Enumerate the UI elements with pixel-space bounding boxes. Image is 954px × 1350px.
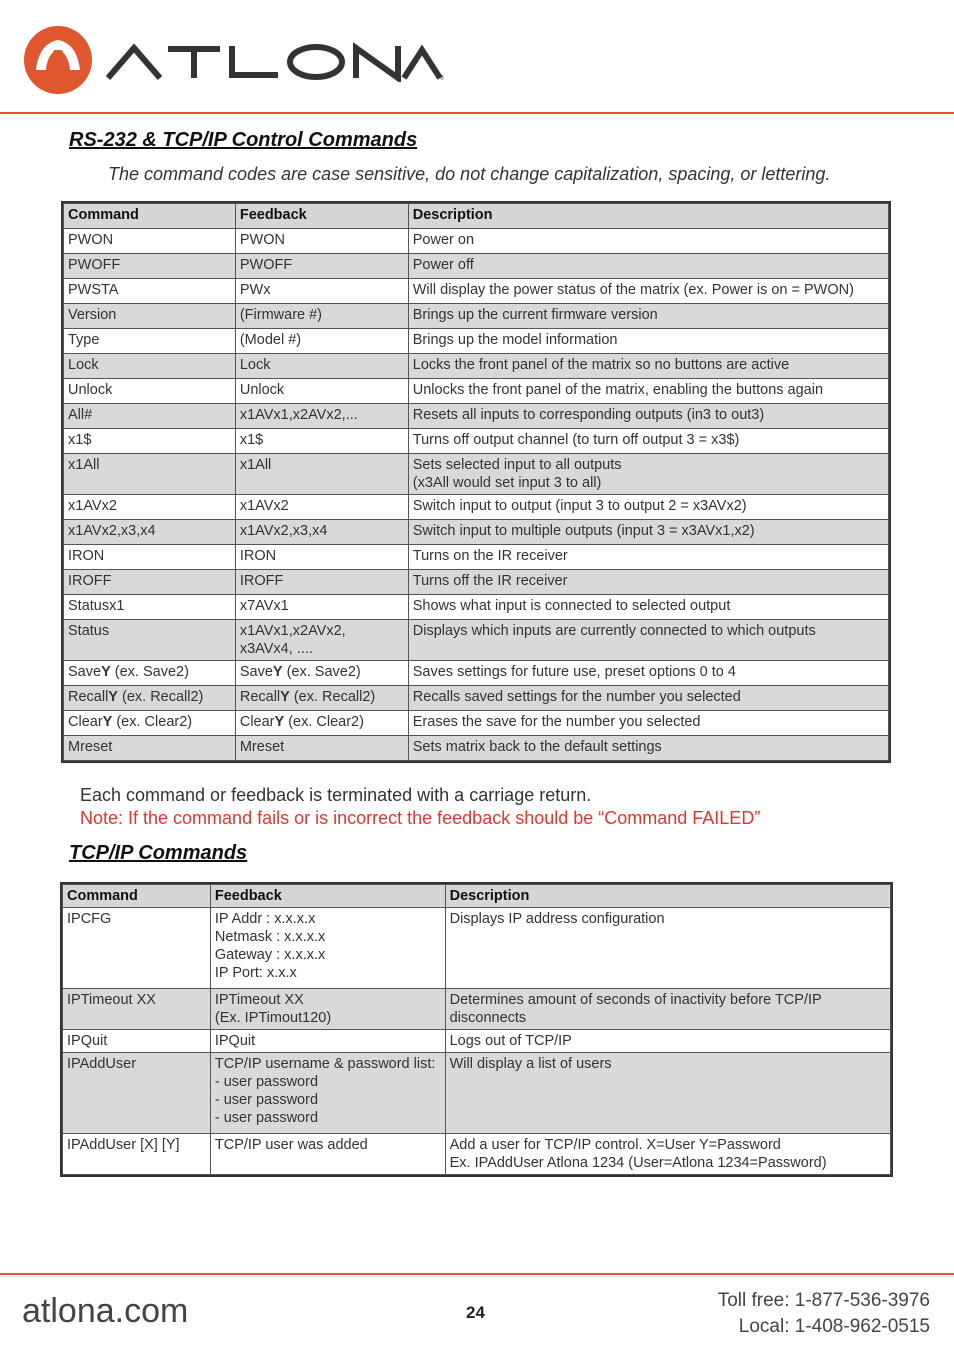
description-line: Determines amount of seconds of inactivity before TCP/IP	[449, 992, 822, 1008]
table-row	[64, 570, 889, 595]
table-row	[64, 595, 889, 620]
feedback-cell: Mreset	[235, 736, 408, 761]
column-header-feedback: Feedback	[235, 204, 408, 229]
table-row	[64, 454, 889, 495]
column-header-feedback: Feedback	[210, 885, 445, 908]
description-cell: Resets all inputs to corresponding outputs (in3 to out3)	[408, 404, 888, 429]
command-variable: Y	[102, 714, 113, 730]
table-header-row	[64, 204, 889, 229]
website-link[interactable]: atlona.com	[22, 1292, 189, 1330]
command-cell: Unlock	[64, 379, 236, 404]
command-failed-note: Note: If the command fails or is incorrect the feedback should be “Command FAILED”	[80, 808, 761, 828]
feedback-cell: PWx	[235, 279, 408, 304]
command-cell: IRON	[64, 545, 236, 570]
column-header-description: Description	[408, 204, 888, 229]
command-cell: IPAddUser [X] [Y]	[63, 1134, 211, 1175]
description-cell: Turns on the IR receiver	[408, 545, 888, 570]
table-row	[64, 304, 889, 329]
description-cell	[408, 454, 888, 495]
feedback-line: Netmask : x.x.x.x	[214, 929, 326, 945]
feedback-cell	[210, 1134, 445, 1175]
table-row	[64, 495, 889, 520]
table-row	[64, 661, 889, 686]
feedback-line: IP Addr : x.x.x.x	[214, 911, 316, 927]
command-cell	[64, 686, 236, 711]
feedback-cell: x1AVx2,x3,x4	[235, 520, 408, 545]
description-cell: Power off	[408, 254, 888, 279]
command-example: (ex. Clear2)	[112, 714, 193, 730]
feedback-cell: PWON	[235, 229, 408, 254]
feedback-line: - user password	[214, 1074, 319, 1090]
command-text: Recall	[68, 689, 109, 705]
description-line: Add a user for TCP/IP control. X=User Y=Password	[449, 1137, 781, 1153]
table-row	[64, 736, 889, 761]
description-cell: Brings up the model information	[408, 329, 888, 354]
command-cell: Mreset	[64, 736, 236, 761]
table-row	[64, 279, 889, 304]
feedback-line: x3AVx4, ....	[239, 641, 313, 657]
table-row	[63, 1134, 891, 1175]
contact-info	[718, 1288, 930, 1340]
description-line: Will display a list of users	[449, 1056, 612, 1072]
feedback-line: IP Port: x.x.x	[214, 965, 297, 981]
table-row	[64, 686, 889, 711]
description-line: (x3All would set input 3 to all)	[412, 475, 602, 491]
feedback-example: (ex. Clear2)	[284, 714, 364, 730]
command-cell	[64, 711, 236, 736]
feedback-cell	[235, 711, 408, 736]
feedback-cell	[210, 908, 445, 989]
description-cell: Brings up the current firmware version	[408, 304, 888, 329]
feedback-cell	[210, 989, 445, 1030]
command-variable: Y	[101, 664, 111, 680]
svg-text:®: ®	[440, 76, 444, 82]
table-row	[63, 1030, 891, 1053]
feedback-cell	[210, 1053, 445, 1134]
command-cell: Type	[64, 329, 236, 354]
command-cell: IPTimeout XX	[63, 989, 211, 1030]
feedback-cell: x7AVx1	[235, 595, 408, 620]
feedback-line: Gateway : x.x.x.x	[214, 947, 326, 963]
table-row	[64, 620, 889, 661]
description-cell: Turns off the IR receiver	[408, 570, 888, 595]
command-example: (ex. Save2)	[110, 664, 189, 680]
tcpip-commands-table	[62, 884, 891, 1175]
description-cell: Sets matrix back to the default settings	[408, 736, 888, 761]
feedback-cell: IROFF	[235, 570, 408, 595]
feedback-variable: Y	[274, 714, 285, 730]
feedback-line: - user password	[214, 1110, 319, 1126]
description-cell: Turns off output channel (to turn off output 3 = x3$)	[408, 429, 888, 454]
feedback-cell: x1AVx1,x2AVx2,...	[235, 404, 408, 429]
feedback-example: (ex. Save2)	[282, 664, 361, 680]
feedback-text: Recall	[239, 689, 281, 705]
atlona-wordmark	[104, 42, 444, 82]
description-cell	[445, 1053, 890, 1134]
table-header-row	[63, 885, 891, 908]
feedback-cell: (Firmware #)	[235, 304, 408, 329]
feedback-line: (Ex. IPTimout120)	[214, 1010, 332, 1026]
description-cell: Will display the power status of the matrix (ex. Power is on = PWON)	[408, 279, 888, 304]
command-cell: Lock	[64, 354, 236, 379]
column-header-description: Description	[445, 885, 890, 908]
table-row	[63, 989, 891, 1030]
description-cell: Recalls saved settings for the number you selected	[408, 686, 888, 711]
description-cell	[445, 908, 890, 989]
description-line: Ex. IPAddUser Atlona 1234 (User=Atlona 1234=Password)	[449, 1155, 827, 1171]
command-cell: IPCFG	[63, 908, 211, 989]
table-row	[64, 711, 889, 736]
feedback-line: - user password	[214, 1092, 319, 1108]
description-cell: Switch input to output (input 3 to output 2 = x3AVx2)	[408, 495, 888, 520]
table-row	[64, 520, 889, 545]
description-cell: Saves settings for future use, preset options 0 to 4	[408, 661, 888, 686]
description-line: disconnects	[449, 1010, 527, 1026]
description-line: Sets selected input to all outputs	[412, 457, 622, 473]
description-cell: Locks the front panel of the matrix so no buttons are active	[408, 354, 888, 379]
table-row	[64, 254, 889, 279]
table-row	[64, 229, 889, 254]
feedback-cell	[235, 620, 408, 661]
description-line: Logs out of TCP/IP	[449, 1033, 572, 1049]
section-title-rs232: RS-232 & TCP/IP Control Commands	[69, 129, 418, 151]
command-cell: x1AVx2	[64, 495, 236, 520]
command-example: (ex. Recall2)	[117, 689, 204, 705]
feedback-cell	[235, 686, 408, 711]
feedback-example: (ex. Recall2)	[289, 689, 376, 705]
table-row	[64, 404, 889, 429]
carriage-return-note: Each command or feedback is terminated with a carriage return.	[80, 785, 592, 805]
section-title-tcpip: TCP/IP Commands	[69, 842, 248, 864]
header-divider	[0, 112, 954, 114]
command-cell: IPQuit	[63, 1030, 211, 1053]
column-header-command: Command	[64, 204, 236, 229]
command-cell: All#	[64, 404, 236, 429]
feedback-cell	[210, 1030, 445, 1053]
table-row	[63, 1053, 891, 1134]
table-row	[64, 545, 889, 570]
table-row	[64, 329, 889, 354]
table-row	[64, 354, 889, 379]
command-cell: x1$	[64, 429, 236, 454]
description-cell: Shows what input is connected to selected output	[408, 595, 888, 620]
feedback-line: IPQuit	[214, 1033, 256, 1049]
feedback-cell: PWOFF	[235, 254, 408, 279]
table-row	[64, 379, 889, 404]
command-text: Save	[68, 664, 102, 680]
command-cell: IPAddUser	[63, 1053, 211, 1134]
table-row	[63, 908, 891, 989]
description-line: Displays IP address configuration	[449, 911, 665, 927]
command-cell	[64, 661, 236, 686]
command-cell: x1All	[64, 454, 236, 495]
command-cell: PWSTA	[64, 279, 236, 304]
feedback-line: x1AVx1,x2AVx2,	[239, 623, 346, 639]
command-cell: IROFF	[64, 570, 236, 595]
feedback-line: IPTimeout XX	[214, 992, 304, 1008]
command-cell: Statusx1	[64, 595, 236, 620]
feedback-text: Clear	[239, 714, 275, 730]
feedback-text: Save	[239, 664, 273, 680]
feedback-cell: x1$	[235, 429, 408, 454]
command-cell: Status	[64, 620, 236, 661]
description-cell: Switch input to multiple outputs (input 3 = x3AVx1,x2)	[408, 520, 888, 545]
footer-divider	[0, 1273, 954, 1275]
feedback-cell: x1All	[235, 454, 408, 495]
description-cell	[445, 1030, 890, 1053]
description-cell: Erases the save for the number you selected	[408, 711, 888, 736]
case-sensitivity-note: The command codes are case sensitive, do not change capitalization, spacing, or lettering.	[108, 164, 831, 184]
feedback-cell: x1AVx2	[235, 495, 408, 520]
command-variable: Y	[108, 689, 118, 705]
description-cell: Displays which inputs are currently connected to which outputs	[408, 620, 888, 661]
feedback-line: TCP/IP user was added	[214, 1137, 368, 1153]
feedback-cell: (Model #)	[235, 329, 408, 354]
command-cell: Version	[64, 304, 236, 329]
feedback-cell: IRON	[235, 545, 408, 570]
rs232-commands-table	[63, 203, 889, 761]
command-cell: PWOFF	[64, 254, 236, 279]
feedback-cell: Unlock	[235, 379, 408, 404]
feedback-line: TCP/IP username & password list:	[214, 1056, 436, 1072]
command-cell: x1AVx2,x3,x4	[64, 520, 236, 545]
description-cell	[445, 1134, 890, 1175]
page-number: 24	[466, 1303, 485, 1322]
feedback-variable: Y	[280, 689, 290, 705]
feedback-cell	[235, 661, 408, 686]
description-cell	[445, 989, 890, 1030]
local-number: Local: 1-408-962-0515	[738, 1316, 930, 1337]
page-header	[0, 0, 954, 112]
command-cell: PWON	[64, 229, 236, 254]
description-cell: Unlocks the front panel of the matrix, enabling the buttons again	[408, 379, 888, 404]
description-cell: Power on	[408, 229, 888, 254]
command-text: Clear	[68, 714, 103, 730]
feedback-variable: Y	[272, 664, 283, 680]
table-row	[64, 429, 889, 454]
toll-free-number: Toll free: 1-877-536-3976	[717, 1290, 930, 1311]
atlona-logo-icon	[22, 24, 94, 96]
column-header-command: Command	[63, 885, 211, 908]
feedback-cell: Lock	[235, 354, 408, 379]
